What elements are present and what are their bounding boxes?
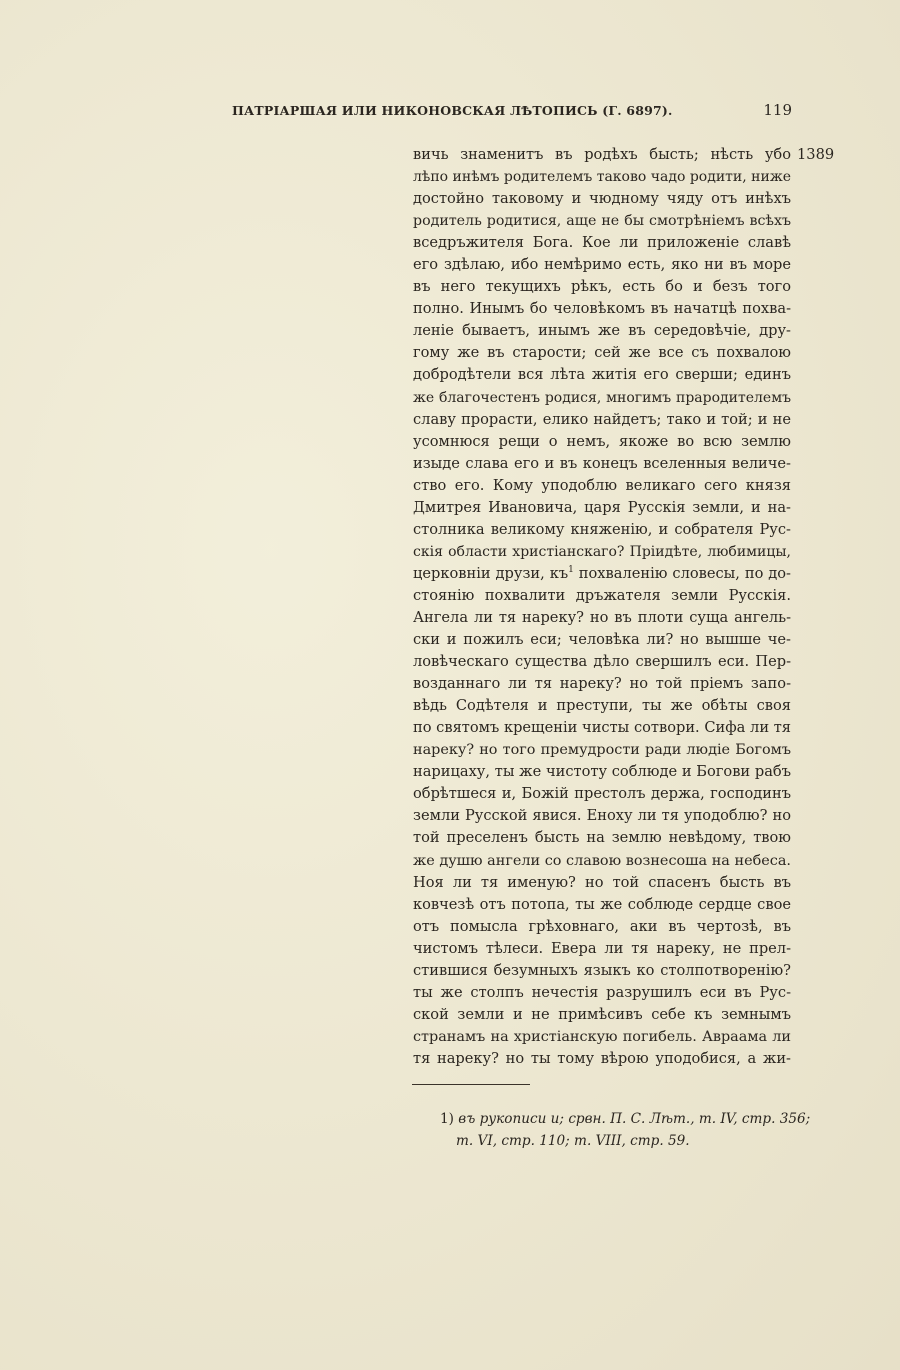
footnote-marker: 1)	[440, 1111, 454, 1127]
text-line: тя нареку? но ты тому вѣрою уподобися, а жи-	[413, 1049, 791, 1067]
footnotes	[440, 1108, 811, 1152]
margin-year: 1389	[797, 146, 835, 163]
text-line: добродѣтели вся лѣта житія его сверши; единъ	[413, 366, 791, 384]
text-line: вседръжителя Бога. Кое ли приложеніе славѣ	[413, 234, 791, 252]
footnote-line	[440, 1108, 811, 1130]
text-line: той преселенъ бысть на землю невѣдому, твою	[413, 829, 791, 847]
text-line: стившися безумныхъ языкъ ко столпотворенію?	[413, 961, 791, 979]
text-line: стоянію похвалити дръжателя земли Русскія.	[413, 586, 791, 604]
text-line: лѣпо инѣмъ родителемъ таково чадо родити, ниже	[413, 169, 791, 186]
text-line: ловѣческаго существа дѣло свершилъ еси. Пер-	[413, 653, 791, 671]
text-line: ской земли и не примѣсивъ себе къ земнымъ	[413, 1005, 791, 1023]
running-title: ПАТРІАРШАЯ ИЛИ НИКОНОВСКАЯ ЛѢТОПИСЬ (Г. 6897).	[232, 103, 673, 118]
text-line: родитель родитися, аще не бы смотрѣніемъ всѣхъ	[413, 213, 791, 230]
text-line: скія области христіанскаго? Пріидѣте, любимицы,	[413, 543, 791, 560]
text-line: отъ помысла грѣховнаго, аки въ чертозѣ, въ	[413, 917, 791, 935]
text-line: по святомъ крещеніи чисты сотвори. Сифа ли тя	[413, 719, 791, 737]
footnote-line: т. VI, стр. 110; т. VIII, стр. 59.	[456, 1133, 690, 1149]
text-line: его здѣлаю, ибо немѣримо есть, яко ни въ море	[413, 256, 791, 274]
text-line: вичь знаменитъ въ родѣхъ бысть; нѣсть убо	[413, 146, 791, 163]
text-line: столника великому княженію, и собрателя Рус-	[413, 520, 791, 538]
text-line: странамъ на христіанскую погибель. Авраама ли	[413, 1028, 791, 1045]
text-line: леніе бываетъ, инымъ же въ середовѣчіе, дру-	[413, 322, 791, 340]
text-line: вѣдь Содѣтеля и преступи, ты же обѣты своя	[413, 697, 791, 715]
text-line: усомнюся рещи о немъ, якоже во всю землю	[413, 432, 791, 450]
text-line: возданнаго ли тя нареку? но той пріемъ запо-	[413, 675, 791, 693]
text-line: полно. Инымъ бо человѣкомъ въ начатцѣ похва-	[413, 300, 791, 318]
page-header	[232, 103, 792, 129]
text-line: Ноя ли тя именую? но той спасенъ бысть въ	[413, 873, 791, 891]
text-line: гому же въ старости; сей же все съ похвалою	[413, 344, 791, 362]
text-line: чистомъ тѣлеси. Евера ли тя нареку, не прел-	[413, 939, 791, 957]
footnote-divider	[412, 1084, 530, 1085]
text-line: нареку? но того премудрости ради людіе Богомъ	[413, 742, 791, 759]
text-line: достойно таковому и чюдному чяду отъ инѣхъ	[413, 190, 791, 208]
text-segment: церковніи друзи, къ	[413, 564, 569, 582]
text-line: ски и пожилъ еси; человѣка ли? но вышше че-	[413, 631, 791, 649]
text-line: ство его. Кому уподоблю великаго сего князя	[413, 476, 791, 494]
text-line: же благочестенъ родися, многимъ прародителемъ	[413, 389, 791, 406]
text-line: ты же столпъ нечестія разрушилъ еси въ Рус-	[413, 983, 791, 1001]
text-line: въ него текущихъ рѣкъ, есть бо и безъ того	[413, 278, 791, 296]
main-text-column	[413, 144, 791, 1070]
text-line: же душю ангели со славою вознесоша на небеса.	[413, 852, 791, 869]
footnote-text: въ рукописи и; срвн. П. С. Лѣт., т. IV, стр. 356;	[458, 1111, 811, 1127]
text-line: обрѣтшеся и, Божій престолъ держа, господинъ	[413, 785, 791, 803]
text-line: ковчезѣ отъ потопа, ты же соблюде сердце свое	[413, 895, 791, 913]
text-line: Ангела ли тя нареку? но въ плоти суща ангель-	[413, 608, 791, 626]
text-line: нарицаху, ты же чистоту соблюде и Богови рабъ	[413, 763, 791, 781]
text-line: славу прорасти, елико найдетъ; тако и той; и не	[413, 410, 791, 428]
page-number: 119	[763, 101, 792, 119]
text-line: Дмитрея Ивановича, царя Русскія земли, и на-	[413, 498, 791, 516]
text-line: земли Русской явися. Еноху ли тя уподоблю? но	[413, 807, 791, 825]
text-segment: похваленію словесы, по до-	[578, 564, 791, 582]
footnote-reference: 1	[568, 565, 574, 576]
text-line: изыде слава его и въ конецъ вселенныя величе-	[413, 454, 791, 472]
text-line-with-footnote	[413, 563, 791, 585]
